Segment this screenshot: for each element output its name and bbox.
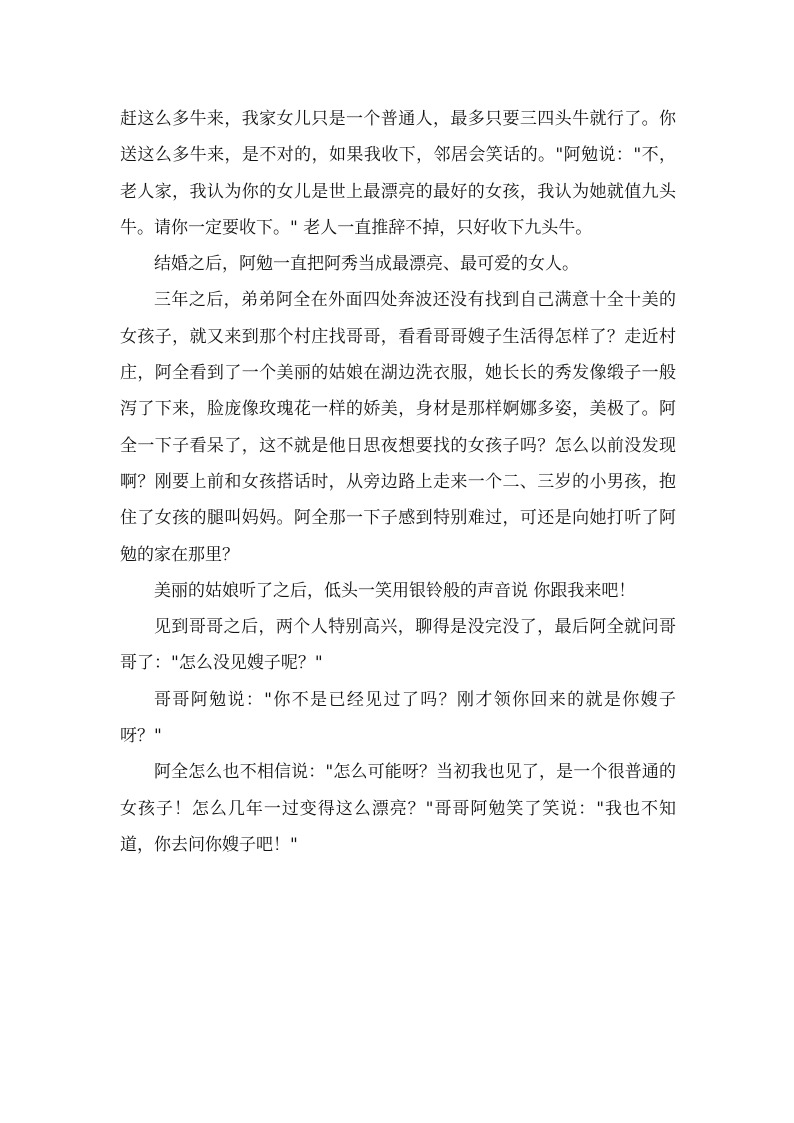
paragraph-3: 三年之后，弟弟阿全在外面四处奔波还没有找到自己满意十全十美的女孩子，就又来到那个村庄找哥哥，看看哥哥嫂子生活得怎样了？走近村庄，阿全看到了一个美丽的姑娘在湖边洗衣服，她长长的秀发像缎子一般泻了下来，脸庞像玫瑰花一样的娇美，身材是那样婀娜多姿，美极了。阿全一下子看呆了，这不就是他日思夜想要找的女孩子吗？怎么以前没发现啊？刚要上前和女孩搭话时，从旁边路上走来一个二、三岁的小男孩，抱住了女孩的腿叫妈妈。阿全那一下子感到特别难过，可还是向她打听了阿勉的家在那里？: [120, 290, 676, 565]
paragraph-2: 结婚之后，阿勉一直把阿秀当成最漂亮、最可爱的女人。: [154, 254, 579, 275]
paragraph-6: 哥哥阿勉说："你不是已经见过了吗？刚才领你回来的就是你嫂子呀？": [120, 689, 676, 747]
paragraph-4: 美丽的姑娘听了之后，低头一笑用银铃般的声音说 你跟我来吧！: [154, 580, 636, 601]
paragraph-7: 阿全怎么也不相信说："怎么可能呀？当初我也见了，是一个很普通的女孩子！怎么几年一过变得这么漂亮？"哥哥阿勉笑了笑说："我也不知道，你去问你嫂子吧！": [120, 762, 676, 855]
paragraph-5: 见到哥哥之后，两个人特别高兴，聊得是没完没了，最后阿全就问哥哥了："怎么没见嫂子呢？": [120, 617, 676, 674]
paragraph-1: 赶这么多牛来，我家女儿只是一个普通人，最多只要三四头牛就行了。你送这么多牛来，是不对的，如果我收下，邻居会笑话的。"阿勉说："不，老人家，我认为你的女儿是世上最漂亮的最好的女孩，我认为她就值九头牛。请你一定要收下。" 老人一直推辞不掉，只好收下九头牛。: [120, 109, 676, 238]
document-page: [120, 101, 676, 863]
